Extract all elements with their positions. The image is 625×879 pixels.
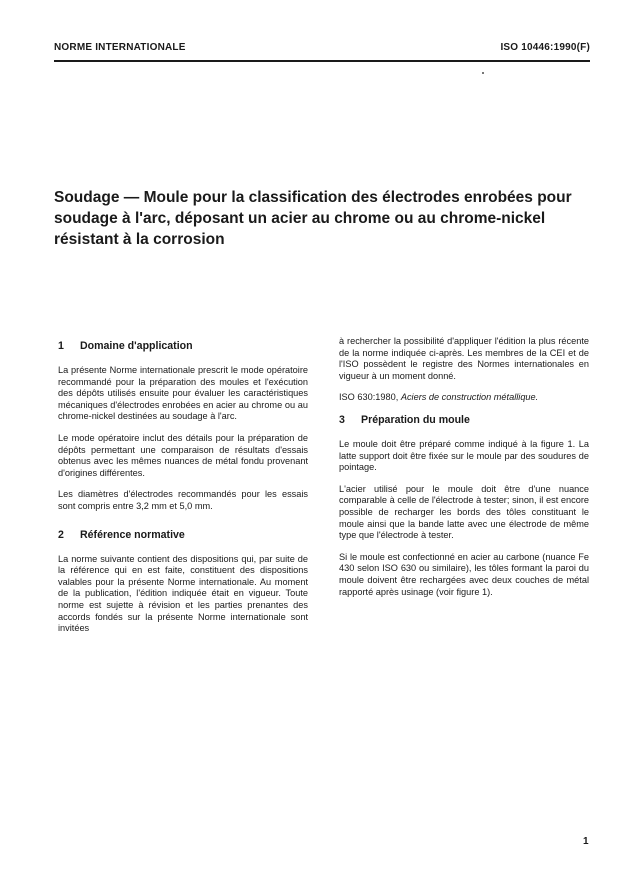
header-rule — [54, 60, 590, 62]
section-1-number: 1 — [58, 340, 64, 352]
page-number: 1 — [583, 836, 589, 847]
reference-title: Aciers de construction métallique. — [400, 392, 539, 403]
section-3-heading — [339, 414, 589, 427]
section-1-paragraph-1: La présente Norme internationale prescrit le mode opératoire recommandé pour la préparation des moules et l'exécution des dépôts utilisés ensuite pour évaluer les caractéristiques mécaniques d'électrodes enrobées en acier au chrome ou au chrome-nickel destinées au soudage à l'arc. — [58, 365, 308, 422]
section-3-number: 3 — [339, 413, 345, 426]
section-1-paragraph-2: Le mode opératoire inclut des détails pour la préparation de dépôts permettant une comparaison de résultats d'essais obtenus avec les mêmes nuances de métal fondu provenant d'origines différentes. — [58, 432, 308, 478]
scan-speck — [482, 72, 484, 74]
section-2-continuation: à rechercher la possibilité d'appliquer l'édition la plus récente de la norme indiquée ci-après. Les membres de la CEI et de l'ISO possèdent le registre des Normes internationales en vigueur à un moment donné. — [339, 336, 589, 381]
header-standard-type: NORME INTERNATIONALE — [54, 42, 186, 53]
left-column — [58, 340, 308, 645]
section-3-paragraph-2: L'acier utilisé pour le moule doit être d'une nuance comparable à celle de l'électrode à tester; sinon, il est encore possible de recharger les bords des tôles constituant le moule ainsi que la bande latte avec une électrode de même type que l'électrode à tester. — [339, 483, 589, 541]
section-3-title: Préparation du moule — [361, 413, 470, 426]
section-2-number: 2 — [58, 528, 64, 541]
reference-code: ISO 630:1980, — [339, 392, 399, 403]
right-column — [339, 336, 589, 608]
header-standard-number: ISO 10446:1990(F) — [500, 42, 590, 53]
section-2-paragraph-1: La norme suivante contient des dispositions qui, par suite de la référence qui en est faite, constituent des dispositions valables pour la présente Norme internationale. Au moment de la publication, l'édition indiquée était en vigueur. Toute norme est sujette à révision et les parties prenantes des accords fondés sur la présente Norme internationale sont invitées — [58, 553, 308, 634]
section-2-heading — [58, 529, 308, 542]
document-title: Soudage — Moule pour la classification des électrodes enrobées pour soudage à l'arc, déposant un acier au chrome ou au chrome-nickel résistant à la corrosion — [54, 189, 572, 248]
section-1-title: Domaine d'application — [80, 340, 193, 352]
normative-reference — [339, 392, 589, 404]
section-1-paragraph-3: Les diamètres d'électrodes recommandés pour les essais sont compris entre 3,2 mm et 5,0 mm. — [58, 489, 308, 511]
section-1-heading — [58, 340, 308, 353]
section-3-paragraph-3: Si le moule est confectionné en acier au carbone (nuance Fe 430 selon ISO 630 ou similaire), les tôles formant la paroi du moule doivent être rechargées avec deux couches de métal rapporté après usinage (voir figure 1). — [339, 551, 589, 597]
section-3-paragraph-1: Le moule doit être préparé comme indiqué à la figure 1. La latte support doit être fixée sur le moule par des soudures de pointage. — [339, 438, 589, 473]
section-2-title: Référence normative — [80, 528, 185, 541]
